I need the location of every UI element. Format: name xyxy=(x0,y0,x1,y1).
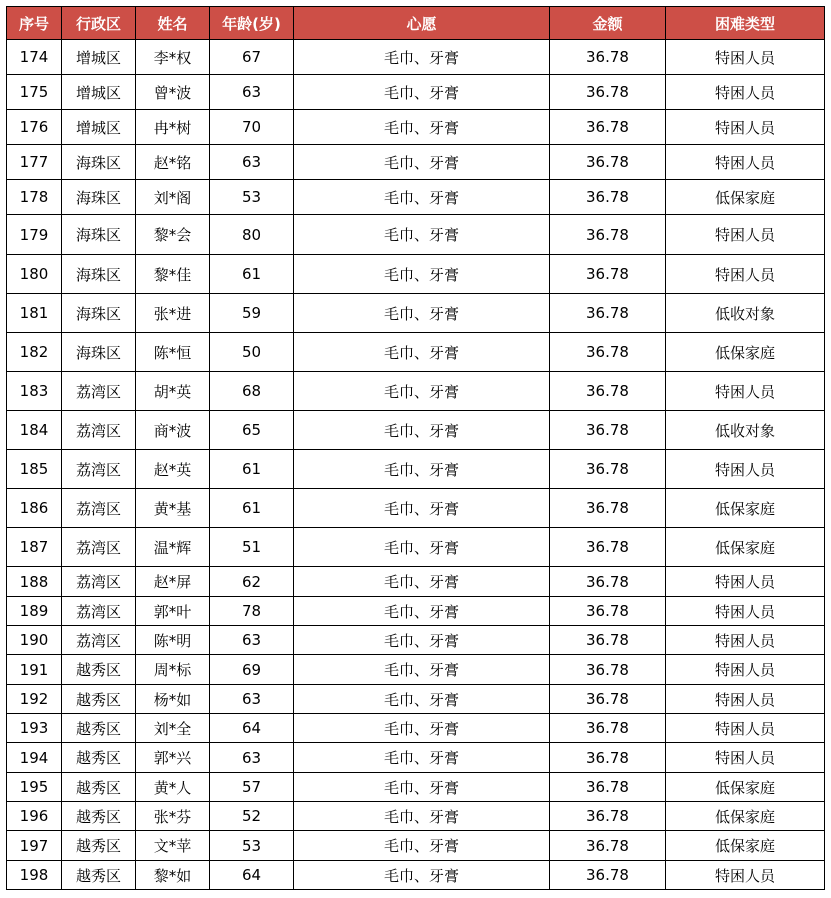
cell-amount: 36.78 xyxy=(550,714,666,743)
cell-age: 70 xyxy=(210,110,294,145)
cell-name: 周*标 xyxy=(136,655,210,685)
cell-age: 59 xyxy=(210,294,294,333)
cell-wish: 毛巾、牙膏 xyxy=(294,528,550,567)
cell-name: 刘*全 xyxy=(136,714,210,743)
cell-amount: 36.78 xyxy=(550,567,666,597)
table-row xyxy=(7,655,825,685)
cell-amount: 36.78 xyxy=(550,743,666,773)
cell-wish: 毛巾、牙膏 xyxy=(294,180,550,215)
cell-age: 61 xyxy=(210,255,294,294)
cell-name: 陈*恒 xyxy=(136,333,210,372)
cell-district: 增城区 xyxy=(62,110,136,145)
cell-name: 文*苹 xyxy=(136,831,210,861)
cell-age: 80 xyxy=(210,215,294,255)
cell-district: 荔湾区 xyxy=(62,411,136,450)
cell-index: 183 xyxy=(7,372,62,411)
header-hardship-type: 困难类型 xyxy=(666,7,825,40)
cell-wish: 毛巾、牙膏 xyxy=(294,110,550,145)
header-name: 姓名 xyxy=(136,7,210,40)
table-row xyxy=(7,450,825,489)
cell-name: 黎*如 xyxy=(136,861,210,890)
cell-amount: 36.78 xyxy=(550,294,666,333)
table-row xyxy=(7,831,825,861)
cell-district: 海珠区 xyxy=(62,145,136,180)
cell-index: 195 xyxy=(7,773,62,802)
table-row xyxy=(7,567,825,597)
table-row xyxy=(7,597,825,626)
cell-wish: 毛巾、牙膏 xyxy=(294,40,550,75)
table-body xyxy=(7,40,825,890)
cell-index: 197 xyxy=(7,831,62,861)
cell-amount: 36.78 xyxy=(550,255,666,294)
cell-district: 海珠区 xyxy=(62,180,136,215)
cell-age: 62 xyxy=(210,567,294,597)
cell-hardship-type: 特困人员 xyxy=(666,714,825,743)
cell-index: 178 xyxy=(7,180,62,215)
cell-wish: 毛巾、牙膏 xyxy=(294,489,550,528)
cell-name: 黄*人 xyxy=(136,773,210,802)
cell-index: 177 xyxy=(7,145,62,180)
table-row xyxy=(7,411,825,450)
cell-hardship-type: 特困人员 xyxy=(666,255,825,294)
cell-wish: 毛巾、牙膏 xyxy=(294,685,550,714)
cell-amount: 36.78 xyxy=(550,626,666,655)
cell-district: 越秀区 xyxy=(62,655,136,685)
cell-wish: 毛巾、牙膏 xyxy=(294,255,550,294)
cell-amount: 36.78 xyxy=(550,861,666,890)
cell-age: 50 xyxy=(210,333,294,372)
cell-hardship-type: 特困人员 xyxy=(666,110,825,145)
table-row xyxy=(7,40,825,75)
cell-index: 181 xyxy=(7,294,62,333)
table-row xyxy=(7,773,825,802)
cell-district: 越秀区 xyxy=(62,685,136,714)
cell-amount: 36.78 xyxy=(550,655,666,685)
cell-amount: 36.78 xyxy=(550,75,666,110)
table-row xyxy=(7,743,825,773)
cell-district: 海珠区 xyxy=(62,255,136,294)
cell-index: 176 xyxy=(7,110,62,145)
cell-hardship-type: 特困人员 xyxy=(666,215,825,255)
cell-name: 温*辉 xyxy=(136,528,210,567)
cell-index: 185 xyxy=(7,450,62,489)
cell-name: 杨*如 xyxy=(136,685,210,714)
header-amount: 金额 xyxy=(550,7,666,40)
cell-district: 海珠区 xyxy=(62,215,136,255)
cell-district: 荔湾区 xyxy=(62,450,136,489)
cell-amount: 36.78 xyxy=(550,145,666,180)
header-district: 行政区 xyxy=(62,7,136,40)
cell-wish: 毛巾、牙膏 xyxy=(294,861,550,890)
table-row xyxy=(7,333,825,372)
cell-district: 越秀区 xyxy=(62,802,136,831)
cell-district: 越秀区 xyxy=(62,861,136,890)
cell-name: 黎*会 xyxy=(136,215,210,255)
cell-hardship-type: 低保家庭 xyxy=(666,489,825,528)
cell-wish: 毛巾、牙膏 xyxy=(294,714,550,743)
cell-wish: 毛巾、牙膏 xyxy=(294,743,550,773)
cell-hardship-type: 低收对象 xyxy=(666,294,825,333)
cell-amount: 36.78 xyxy=(550,110,666,145)
table-row xyxy=(7,861,825,890)
table-row xyxy=(7,489,825,528)
cell-name: 黄*基 xyxy=(136,489,210,528)
cell-district: 越秀区 xyxy=(62,773,136,802)
cell-amount: 36.78 xyxy=(550,372,666,411)
cell-district: 越秀区 xyxy=(62,714,136,743)
cell-age: 78 xyxy=(210,597,294,626)
cell-age: 53 xyxy=(210,831,294,861)
cell-hardship-type: 低保家庭 xyxy=(666,528,825,567)
cell-index: 188 xyxy=(7,567,62,597)
cell-hardship-type: 低收对象 xyxy=(666,411,825,450)
cell-amount: 36.78 xyxy=(550,685,666,714)
cell-district: 海珠区 xyxy=(62,333,136,372)
cell-age: 63 xyxy=(210,626,294,655)
cell-wish: 毛巾、牙膏 xyxy=(294,626,550,655)
cell-hardship-type: 特困人员 xyxy=(666,40,825,75)
cell-name: 冉*树 xyxy=(136,110,210,145)
table-row xyxy=(7,215,825,255)
cell-age: 69 xyxy=(210,655,294,685)
cell-wish: 毛巾、牙膏 xyxy=(294,655,550,685)
cell-name: 张*进 xyxy=(136,294,210,333)
cell-index: 184 xyxy=(7,411,62,450)
cell-wish: 毛巾、牙膏 xyxy=(294,411,550,450)
cell-hardship-type: 特困人员 xyxy=(666,655,825,685)
cell-name: 张*芬 xyxy=(136,802,210,831)
cell-name: 胡*英 xyxy=(136,372,210,411)
cell-district: 荔湾区 xyxy=(62,528,136,567)
cell-wish: 毛巾、牙膏 xyxy=(294,333,550,372)
cell-age: 63 xyxy=(210,743,294,773)
cell-hardship-type: 特困人员 xyxy=(666,567,825,597)
cell-index: 174 xyxy=(7,40,62,75)
cell-name: 刘*阁 xyxy=(136,180,210,215)
cell-amount: 36.78 xyxy=(550,489,666,528)
table-row xyxy=(7,255,825,294)
cell-hardship-type: 特困人员 xyxy=(666,685,825,714)
table-row xyxy=(7,294,825,333)
table-row xyxy=(7,180,825,215)
header-index: 序号 xyxy=(7,7,62,40)
table-row xyxy=(7,372,825,411)
cell-district: 荔湾区 xyxy=(62,597,136,626)
header-row xyxy=(7,7,825,40)
cell-index: 187 xyxy=(7,528,62,567)
cell-district: 荔湾区 xyxy=(62,567,136,597)
header-wish: 心愿 xyxy=(294,7,550,40)
cell-district: 增城区 xyxy=(62,40,136,75)
cell-index: 186 xyxy=(7,489,62,528)
cell-district: 荔湾区 xyxy=(62,626,136,655)
cell-amount: 36.78 xyxy=(550,333,666,372)
cell-index: 180 xyxy=(7,255,62,294)
cell-age: 61 xyxy=(210,450,294,489)
cell-amount: 36.78 xyxy=(550,180,666,215)
cell-hardship-type: 特困人员 xyxy=(666,861,825,890)
cell-wish: 毛巾、牙膏 xyxy=(294,75,550,110)
cell-name: 曾*波 xyxy=(136,75,210,110)
table-row xyxy=(7,802,825,831)
cell-wish: 毛巾、牙膏 xyxy=(294,215,550,255)
table-row xyxy=(7,685,825,714)
table-row xyxy=(7,110,825,145)
cell-amount: 36.78 xyxy=(550,215,666,255)
table-container xyxy=(6,6,825,890)
cell-name: 郭*叶 xyxy=(136,597,210,626)
cell-district: 越秀区 xyxy=(62,743,136,773)
cell-hardship-type: 特困人员 xyxy=(666,450,825,489)
table-row xyxy=(7,626,825,655)
cell-index: 196 xyxy=(7,802,62,831)
table-row xyxy=(7,714,825,743)
cell-name: 黎*佳 xyxy=(136,255,210,294)
cell-age: 68 xyxy=(210,372,294,411)
cell-age: 63 xyxy=(210,75,294,110)
cell-age: 57 xyxy=(210,773,294,802)
cell-age: 67 xyxy=(210,40,294,75)
cell-district: 海珠区 xyxy=(62,294,136,333)
cell-age: 64 xyxy=(210,714,294,743)
cell-hardship-type: 特困人员 xyxy=(666,75,825,110)
cell-district: 荔湾区 xyxy=(62,489,136,528)
cell-amount: 36.78 xyxy=(550,528,666,567)
cell-wish: 毛巾、牙膏 xyxy=(294,450,550,489)
cell-hardship-type: 特困人员 xyxy=(666,145,825,180)
cell-index: 194 xyxy=(7,743,62,773)
cell-age: 65 xyxy=(210,411,294,450)
cell-amount: 36.78 xyxy=(550,597,666,626)
cell-hardship-type: 低保家庭 xyxy=(666,773,825,802)
cell-age: 51 xyxy=(210,528,294,567)
cell-district: 越秀区 xyxy=(62,831,136,861)
cell-index: 182 xyxy=(7,333,62,372)
cell-index: 191 xyxy=(7,655,62,685)
cell-hardship-type: 低保家庭 xyxy=(666,180,825,215)
cell-wish: 毛巾、牙膏 xyxy=(294,773,550,802)
cell-index: 175 xyxy=(7,75,62,110)
cell-name: 商*波 xyxy=(136,411,210,450)
cell-age: 52 xyxy=(210,802,294,831)
cell-amount: 36.78 xyxy=(550,40,666,75)
cell-index: 189 xyxy=(7,597,62,626)
cell-wish: 毛巾、牙膏 xyxy=(294,597,550,626)
cell-amount: 36.78 xyxy=(550,411,666,450)
cell-amount: 36.78 xyxy=(550,802,666,831)
header-age: 年龄(岁) xyxy=(210,7,294,40)
cell-index: 179 xyxy=(7,215,62,255)
cell-hardship-type: 特困人员 xyxy=(666,626,825,655)
cell-index: 193 xyxy=(7,714,62,743)
cell-age: 63 xyxy=(210,145,294,180)
cell-name: 赵*英 xyxy=(136,450,210,489)
cell-wish: 毛巾、牙膏 xyxy=(294,145,550,180)
cell-age: 53 xyxy=(210,180,294,215)
cell-name: 赵*屏 xyxy=(136,567,210,597)
cell-amount: 36.78 xyxy=(550,831,666,861)
cell-amount: 36.78 xyxy=(550,450,666,489)
cell-name: 赵*铭 xyxy=(136,145,210,180)
cell-hardship-type: 特困人员 xyxy=(666,372,825,411)
cell-wish: 毛巾、牙膏 xyxy=(294,831,550,861)
cell-name: 郭*兴 xyxy=(136,743,210,773)
cell-hardship-type: 特困人员 xyxy=(666,743,825,773)
cell-wish: 毛巾、牙膏 xyxy=(294,294,550,333)
cell-index: 192 xyxy=(7,685,62,714)
cell-age: 63 xyxy=(210,685,294,714)
cell-name: 陈*明 xyxy=(136,626,210,655)
table-row xyxy=(7,528,825,567)
cell-name: 李*权 xyxy=(136,40,210,75)
cell-wish: 毛巾、牙膏 xyxy=(294,372,550,411)
cell-hardship-type: 低保家庭 xyxy=(666,831,825,861)
cell-age: 61 xyxy=(210,489,294,528)
cell-wish: 毛巾、牙膏 xyxy=(294,802,550,831)
cell-district: 增城区 xyxy=(62,75,136,110)
table-row xyxy=(7,75,825,110)
cell-hardship-type: 特困人员 xyxy=(666,597,825,626)
cell-index: 190 xyxy=(7,626,62,655)
cell-index: 198 xyxy=(7,861,62,890)
cell-district: 荔湾区 xyxy=(62,372,136,411)
wish-list-table xyxy=(6,6,825,890)
cell-amount: 36.78 xyxy=(550,773,666,802)
table-row xyxy=(7,145,825,180)
cell-hardship-type: 低保家庭 xyxy=(666,802,825,831)
cell-age: 64 xyxy=(210,861,294,890)
cell-wish: 毛巾、牙膏 xyxy=(294,567,550,597)
cell-hardship-type: 低保家庭 xyxy=(666,333,825,372)
